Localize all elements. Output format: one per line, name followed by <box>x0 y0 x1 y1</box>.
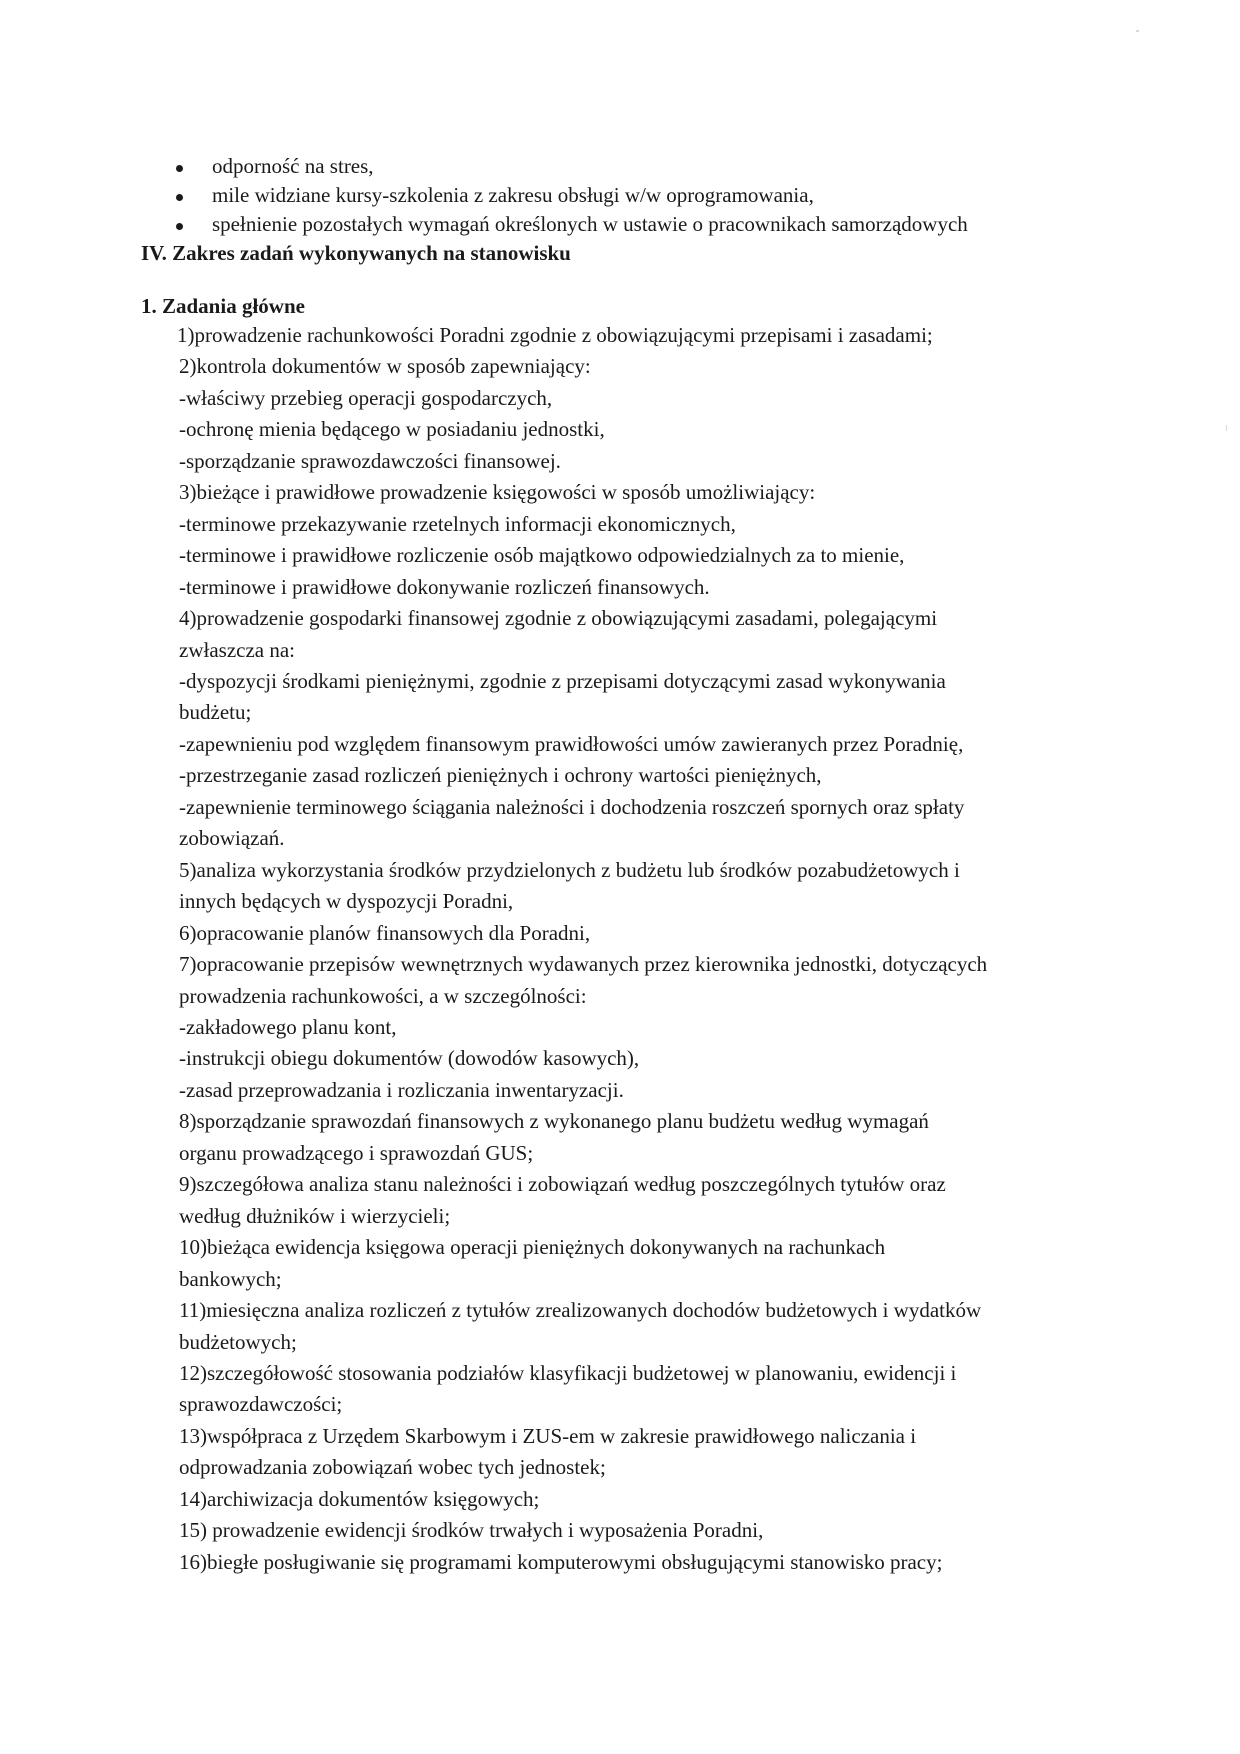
task-line: odprowadzania zobowiązań wobec tych jednostek; <box>179 1455 606 1480</box>
task-line: -dyspozycji środkami pieniężnymi, zgodnie z przepisami dotyczącymi zasad wykonywania <box>179 668 946 693</box>
task-line: 1)prowadzenie rachunkowości Poradni zgodnie z obowiązującymi przepisami i zasadami; <box>177 323 933 347</box>
task-line: według dłużników i wierzycieli; <box>179 1203 451 1228</box>
task-line: 12)szczegółowość stosowania podziałów klasyfikacji budżetowej w planowaniu, ewidencji i <box>179 1360 957 1385</box>
task-line: 7)opracowanie przepisów wewnętrznych wydawanych przez kierownika jednostki, dotyczących <box>179 952 988 977</box>
task-line: innych będących w dyspozycji Poradni, <box>179 889 514 914</box>
subsection-heading: 1. Zadania główne <box>141 294 305 318</box>
requirements-bullet-list <box>176 152 968 239</box>
task-line: 6)opracowanie planów finansowych dla Poradni, <box>179 920 591 945</box>
task-line: 16)biegłe posługiwanie się programami komputerowymi obsługującymi stanowisko pracy; <box>179 1549 943 1574</box>
task-line: -terminowe i prawidłowe rozliczenie osób majątkowo odpowiedzialnych za to mienie, <box>179 543 905 568</box>
task-line: 9)szczegółowa analiza stanu należności i zobowiązań według poszczególnych tytułów oraz <box>179 1172 946 1197</box>
task-line: 8)sporządzanie sprawozdań finansowych z wykonanego planu budżetu według wymagań <box>179 1109 929 1134</box>
task-line: organu prowadzącego i sprawozdań GUS; <box>179 1140 534 1165</box>
task-line: -przestrzeganie zasad rozliczeń pieniężnych i ochrony wartości pieniężnych, <box>179 763 822 788</box>
task-line: sprawozdawczości; <box>179 1392 343 1417</box>
task-list <box>179 320 1099 1578</box>
task-line: -instrukcji obiegu dokumentów (dowodów kasowych), <box>179 1046 640 1071</box>
requirement-item: spełnienie pozostałych wymagań określonych w ustawie o pracownikach samorządowych <box>176 210 968 239</box>
task-line: -właściwy przebieg operacji gospodarczych, <box>179 385 553 410</box>
task-line: -sporządzanie sprawozdawczości finansowej. <box>179 448 561 473</box>
requirement-item: mile widziane kursy-szkolenia z zakresu obsługi w/w oprogramowania, <box>176 181 968 210</box>
task-line: budżetowych; <box>179 1329 297 1354</box>
task-line: 4)prowadzenie gospodarki finansowej zgodnie z obowiązującymi zasadami, polegającymi <box>179 606 938 631</box>
task-line: 10)bieżąca ewidencja księgowa operacji pieniężnych dokonywanych na rachunkach <box>179 1235 886 1260</box>
requirement-item: odporność na stres, <box>176 152 968 181</box>
task-line: zwłaszcza na: <box>179 637 296 662</box>
task-line: 3)bieżące i prawidłowe prowadzenie księgowości w sposób umożliwiający: <box>179 480 816 505</box>
task-line: 14)archiwizacja dokumentów księgowych; <box>179 1486 540 1511</box>
task-line: budżetu; <box>179 700 252 725</box>
scan-speck <box>1226 425 1227 431</box>
task-line: 5)analiza wykorzystania środków przydzielonych z budżetu lub środków pozabudżetowych i <box>179 857 960 882</box>
task-line: prowadzenia rachunkowości, a w szczególności: <box>179 983 587 1008</box>
task-line: -zapewnieniu pod względem finansowym prawidłowości umów zawieranych przez Poradnię, <box>179 731 964 756</box>
task-line: -ochronę mienia będącego w posiadaniu jednostki, <box>179 417 605 442</box>
task-line: -zakładowego planu kont, <box>179 1014 397 1039</box>
section-heading: IV. Zakres zadań wykonywanych na stanowisku <box>141 241 571 265</box>
task-line: bankowych; <box>179 1266 282 1291</box>
task-line: 11)miesięczna analiza rozliczeń z tytułów zrealizowanych dochodów budżetowych i wydatków <box>179 1298 982 1323</box>
task-line: -terminowe przekazywanie rzetelnych informacji ekonomicznych, <box>179 511 736 536</box>
task-line: -zapewnienie terminowego ściągania należności i dochodzenia roszczeń spornych oraz spłaty <box>179 794 965 819</box>
task-line: -terminowe i prawidłowe dokonywanie rozliczeń finansowych. <box>179 574 710 599</box>
task-line: 15) prowadzenie ewidencji środków trwałych i wyposażenia Poradni, <box>179 1518 764 1543</box>
task-line: 13)współpraca z Urzędem Skarbowym i ZUS-em w zakresie prawidłowego naliczania i <box>179 1423 917 1448</box>
task-line: 2)kontrola dokumentów w sposób zapewniający: <box>179 354 591 379</box>
task-line: zobowiązań. <box>179 826 285 851</box>
scan-speck <box>1136 30 1139 32</box>
task-line: -zasad przeprowadzania i rozliczania inwentaryzacji. <box>179 1077 624 1102</box>
